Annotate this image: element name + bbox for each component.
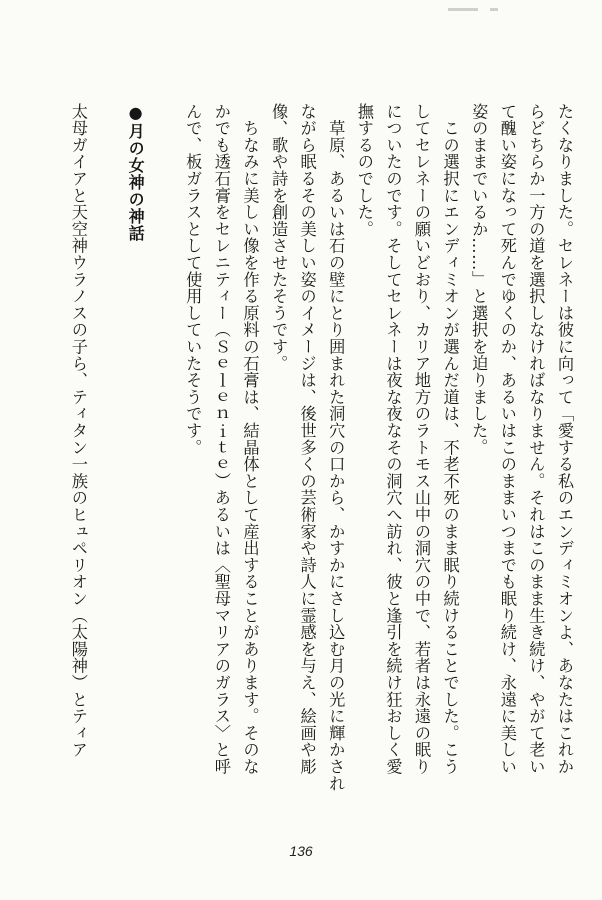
- text-line: らどちらか一方の道を選択しなければなりません。それはこのまま生き続け、やがて老い: [526, 103, 546, 775]
- paragraph: [355, 103, 460, 775]
- text-line: についたのです。そしてセレネーは夜な夜なその洞穴へ訪れ、彼と逢引を続け狂おしく愛: [383, 103, 403, 775]
- text-line: 草原、あるいは石の壁にとり囲まれた洞穴の口から、かすかにさし込む月の光に輝かされ: [326, 103, 346, 792]
- text-line: ちなみに美しい像を作る原料の石膏は、結晶体として産出することがあります。そのな: [240, 103, 260, 775]
- paragraph: [269, 103, 345, 792]
- text-line: んで、板ガラスとして使用していたそうです。: [183, 103, 203, 456]
- text-line: て醜い姿になって死んでゆくのか、あるいはこのままいつまでも眠り続け、永遠に美しい: [497, 103, 517, 775]
- text-line: 撫するのでした。: [354, 103, 374, 238]
- scan-artifact: [448, 8, 478, 11]
- text-line: ながら眠るその美しい姿のイメージは、後世多くの芸術家や詩人に霊感を与え、絵画や彫: [297, 103, 317, 775]
- scan-artifact: [490, 8, 498, 11]
- text-line: たくなりました。セレネーは彼に向って「愛する私のエンディミオンよ、あなたはこれか: [555, 103, 574, 775]
- page-number: 136: [289, 843, 313, 859]
- paragraph: [469, 103, 574, 775]
- text-line: かでも透石膏をセレニティー（Ｓｅｌｅｎｉｔｅ）あるいは〈聖母マリアのガラス〉と呼: [211, 103, 231, 775]
- section-heading: ●月の女神の神話: [126, 103, 146, 242]
- text-line: してセレネーの願いどおり、カリア地方のラトモス山中の洞穴の中で、若者は永遠の眠り: [412, 103, 432, 775]
- text-line: 姿のままでいるか……」と選択を迫りました。: [469, 103, 489, 456]
- paragraph: [183, 103, 259, 775]
- text-line: 太母ガイアと天空神ウラノスの子ら、ティタン一族のヒュペリオン（太陽神）とティア: [68, 103, 88, 759]
- vertical-text-body: [63, 103, 578, 792]
- paragraph: [69, 103, 88, 758]
- text-line: 像、歌や詩を創造させたそうです。: [269, 103, 289, 372]
- text-line: この選択にエンディミオンが選んだ道は、不老不死のまま眠り続けることでした。こう: [440, 103, 460, 775]
